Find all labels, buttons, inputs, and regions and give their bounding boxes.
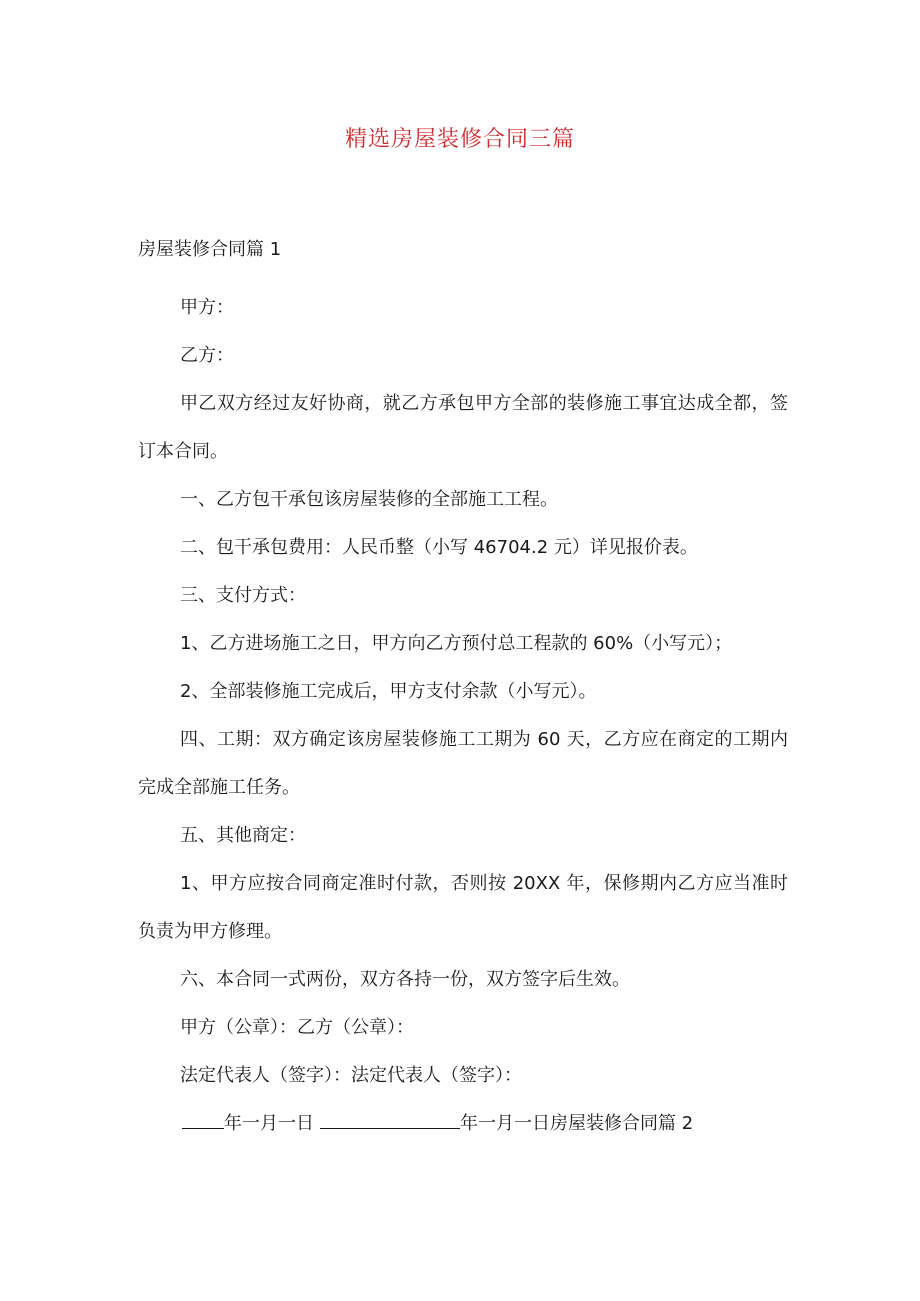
document-body	[138, 284, 788, 1148]
date-text-2: 年一月一日房屋装修合同篇 2	[460, 1113, 694, 1134]
clause-6: 六、本合同一式两份，双方各持一份，双方签字后生效。	[180, 969, 630, 990]
clause-5-item-1: 1、甲方应按合同商定准时付款，否则按 20XX 年，保修期内乙方应当准时负责为甲方修理。	[138, 873, 788, 942]
clause-3-item-2: 2、全部装修施工完成后，甲方支付余款（小写元）。	[180, 681, 597, 702]
clause-3-item-1: 1、乙方进场施工之日，甲方向乙方预付总工程款的 60%（小写元）；	[180, 633, 733, 654]
date-blank-2	[320, 1110, 460, 1129]
party-a-line: 甲方：	[180, 297, 234, 318]
date-blank-1	[182, 1110, 224, 1129]
date-line	[138, 1100, 788, 1148]
clause-2: 二、包干承包费用：人民币整（小写 46704.2 元）详见报价表。	[180, 537, 698, 558]
date-text-1: 年一月一日	[224, 1113, 314, 1134]
clause-1: 一、乙方包干承包该房屋装修的全部施工工程。	[180, 489, 558, 510]
section-heading: 房屋装修合同篇 1	[138, 239, 282, 260]
seal-line: 甲方（公章）：乙方（公章）：	[180, 1017, 414, 1038]
clause-5-heading: 五、其他商定：	[180, 825, 306, 846]
party-b-line: 乙方：	[180, 345, 234, 366]
clause-3-heading: 三、支付方式：	[180, 585, 306, 606]
clause-4: 四、工期：双方确定该房屋装修施工工期为 60 天，乙方应在商定的工期内完成全部施工任务。	[138, 729, 788, 798]
signature-line: 法定代表人（签字）：法定代表人（签字）：	[180, 1065, 522, 1086]
document-title: 精选房屋装修合同三篇	[344, 127, 575, 152]
agreement-intro: 甲乙双方经过友好协商，就乙方承包甲方全部的装修施工事宜达成全都，签订本合同。	[138, 393, 788, 462]
